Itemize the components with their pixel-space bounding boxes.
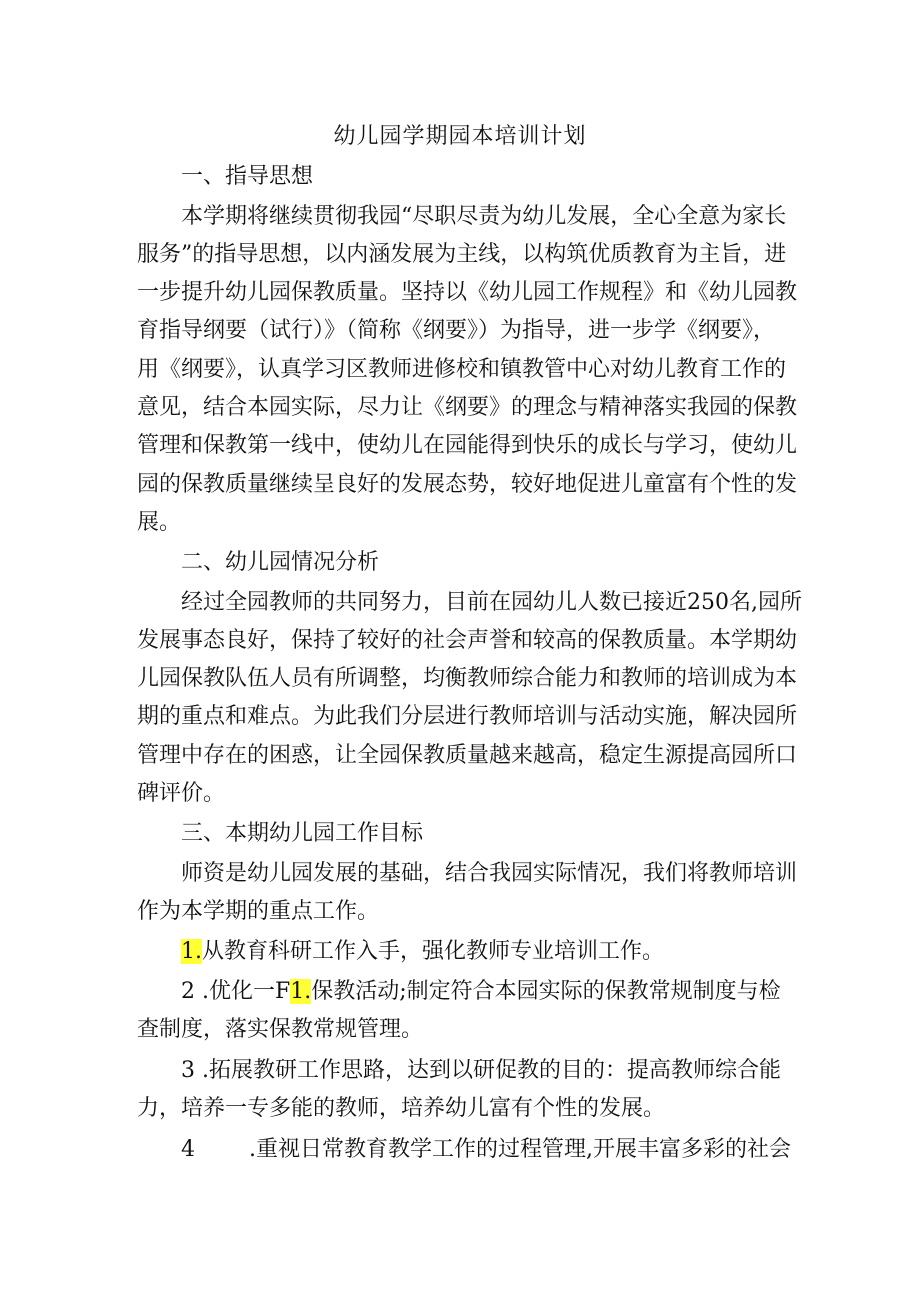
list-item-text: 保教活动;制定符合本园实际的保教常规制度与检 — [311, 979, 781, 1004]
paragraph-line: 作为本学期的重点工作。 — [137, 899, 380, 924]
paragraph-line: 用《纲要》，认真学习区教师进修校和镇教管中心对幼儿教育工作的 — [137, 357, 787, 382]
list-item-text: .重视日常教育教学工作的过程管理,开展丰富多彩的社会 — [249, 1137, 791, 1162]
paragraph-line: 期的重点和难点。为此我们分层进行教师培训与活动实施，解决园所 — [137, 704, 798, 729]
list-item-text: 从教育科研工作入手，强化教师专业培训工作。 — [202, 939, 665, 964]
paragraph-line: 一步提升幼儿园保教质量。坚持以《幼儿园工作规程》和《幼儿园教 — [137, 280, 798, 305]
heading-situation-analysis: 二、幼儿园情况分析 — [181, 550, 380, 575]
highlighted-number: 1. — [290, 979, 312, 1004]
heading-guiding-ideology: 一、指导思想 — [181, 164, 314, 189]
heading-work-goals: 三、本期幼儿园工作目标 — [181, 821, 424, 846]
paragraph-line: 展。 — [137, 510, 182, 535]
paragraph-line: 园的保教质量继续呈良好的发展态势，较好地促进儿童富有个性的发 — [137, 472, 798, 497]
paragraph-line: 管理中存在的困惑，让全园保教质量越来越高，稳定生源提高园所口 — [137, 743, 798, 768]
paragraph-line: 意见，结合本园实际，尽力让《纲要》的理念与精神落实我园的保教 — [137, 395, 798, 420]
list-item-3: 3 .拓展教研工作思路，达到以研促教的目的：提高教师综合能 — [181, 1058, 781, 1083]
document-title: 幼儿园学期园本培训计划 — [333, 124, 587, 149]
highlighted-number: 1. — [181, 939, 202, 964]
list-item-number: 4 — [181, 1137, 195, 1162]
paragraph-line: 管理和保教第一线中，使幼儿在园能得到快乐的成长与学习，使幼儿 — [137, 433, 798, 458]
paragraph-line: 服务”的指导思想，以内涵发展为主线，以构筑优质教育为主旨，进 — [137, 242, 787, 267]
paragraph-line: 碑评价。 — [137, 781, 226, 806]
list-item-1 — [181, 935, 664, 969]
paragraph-line: 儿园保教队伍人员有所调整，均衡教师综合能力和教师的培训成为本 — [137, 666, 798, 691]
list-item-prefix: 2 .优化一F — [181, 979, 291, 1004]
paragraph-line: 师资是幼儿园发展的基础，结合我园实际情况，我们将教师培训 — [181, 861, 798, 886]
list-item-4 — [181, 1133, 791, 1167]
list-item-3-continuation: 力，培养一专多能的教师，培养幼儿富有个性的发展。 — [137, 1096, 666, 1121]
paragraph-line: 本学期将继续贯彻我园“尽职尽责为幼儿发展，全心全意为家长 — [181, 204, 787, 229]
list-item-2-continuation: 查制度，落实保教常规管理。 — [137, 1017, 424, 1042]
paragraph-line: 发展事态良好，保持了较好的社会声誉和较高的保教质量。本学期幼 — [137, 628, 798, 653]
paragraph-line: 经过全园教师的共同努力，目前在园幼儿人数已接近250名,园所 — [181, 590, 802, 615]
paragraph-line: 育指导纲要（试行）》（简称《纲要》）为指导，进一步学《纲要》， — [137, 318, 776, 343]
list-item-2 — [181, 975, 781, 1009]
